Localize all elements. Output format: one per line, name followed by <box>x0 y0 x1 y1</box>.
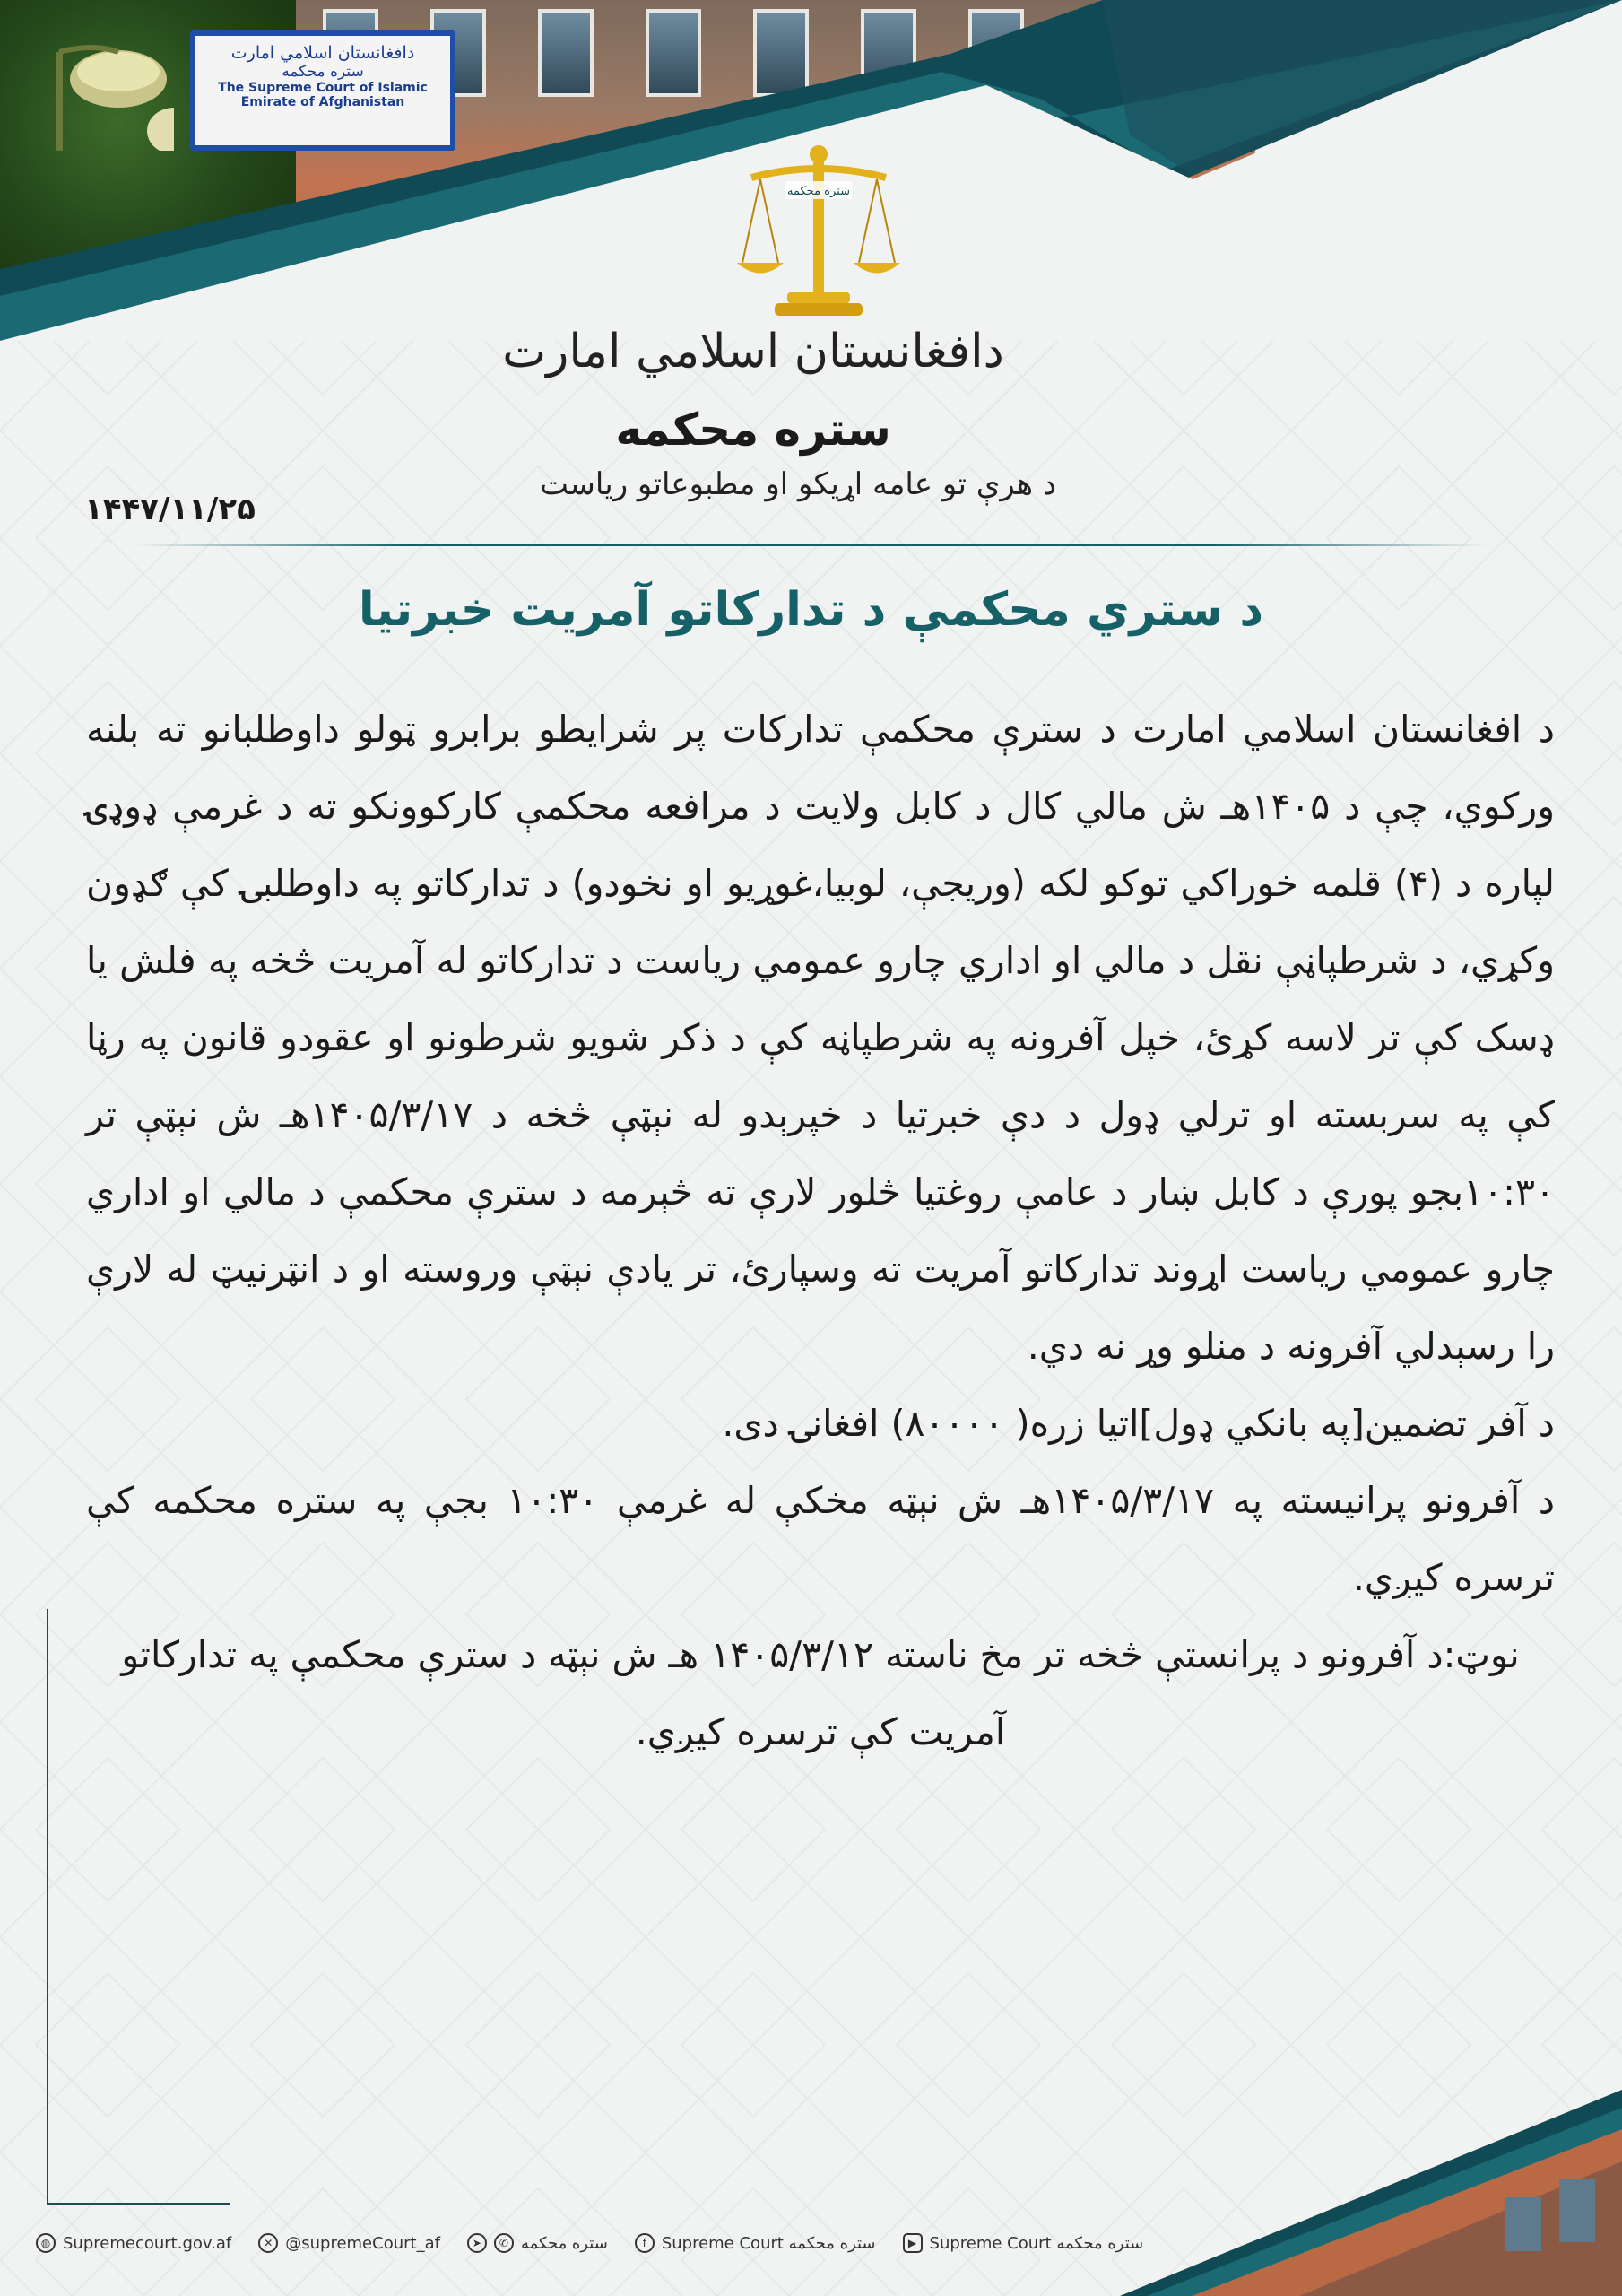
notice-headline: د ستري محکمې د تدارکاتو آمریت خبرتیا <box>358 583 1264 637</box>
emblem-text: ستره محکمه <box>787 185 850 198</box>
x-icon: ✕ <box>258 2233 278 2253</box>
body-note: نوټ:د آفرونو د پرانستې څخه تر مخ ناسته ۱۴۰۵/۳/۱۲ هـ ش نېټه د سترې محکمې په تدارکاتو آمريت کې ترسره کيږي. <box>121 1633 1520 1753</box>
court-sign <box>190 30 455 151</box>
department-title: د هرې تو عامه اړیکو او مطبوعاتو ریاست <box>540 466 1056 502</box>
telegram-icon: ➤ <box>467 2233 487 2253</box>
x-handle-label: @supremeCourt_af <box>285 2233 440 2253</box>
globe-icon: ◍ <box>36 2233 56 2253</box>
facebook-label: Supreme Court ستره محکمه <box>661 2233 876 2253</box>
footer-photo <box>1120 2090 1622 2296</box>
body-paragraph: د آفرونو پرانيسته په ۱۴۰۵/۳/۱۷هـ ش نېټه مخکې له غرمې ۱۰:۳۰ بجې په ستره محکمه کې ترسره کيږي. <box>86 1479 1556 1599</box>
document-date: ۱۴۴۷/۱۱/۲۵ <box>84 491 256 527</box>
notice-body <box>86 691 1555 1770</box>
sign-line-2: ستره محکمه <box>282 63 364 81</box>
sign-line-3: The Supreme Court of Islamic Emirate of Afghanistan <box>218 81 428 109</box>
footer-banner-shape <box>1120 2090 1622 2296</box>
body-paragraph: د آفر تضمين[په بانکي ډول]اتيا زره( ۸۰۰۰۰) افغانۍ دی. <box>722 1402 1555 1445</box>
footer-x[interactable] <box>258 2233 440 2253</box>
footer-telegram-whatsapp[interactable] <box>467 2233 608 2253</box>
footer-website[interactable] <box>36 2233 231 2253</box>
website-label: Supremecourt.gov.af <box>63 2233 232 2253</box>
court-title: ستره محکمه <box>615 404 891 456</box>
telegram-whatsapp-label: ستره محکمه <box>520 2233 608 2253</box>
footer-facebook[interactable] <box>635 2233 876 2253</box>
footer-youtube[interactable] <box>903 2233 1144 2253</box>
header-divider <box>134 544 1488 546</box>
side-rule <box>47 1609 48 2203</box>
sign-line-1: دافغانستان اسلامي امارت <box>230 43 415 63</box>
street-lamp-icon <box>39 16 174 151</box>
scales-of-justice-icon <box>733 142 904 321</box>
body-paragraph: د افغانستان اسلامي امارت د سترې محکمې تدارکات پر شرایطو برابرو ټولو داوطلبانو ته بلنه ورکوي، چې د ۱۴۰۵هـ ش مالي کال د کابل ولایت د مرافعه محکمې کارکوونکو ته د غرمې ډوډۍ لپاره د (۴) قلمه خوراکي توکو لکه (وريجې، لوبيا،غوړيو او نخودو) د تدارکاتو په داوطلبۍ کې ګډون وکړي، د شرطپاڼې نقل د مالي او اداري چارو عمومي رياست د تدارکاتو له آمريت څخه په فلش يا ډسک کې تر لاسه کړئ، خپل آفرونه په شرطپاڼه کې د ذکر شويو شرطونو او عقودو قانون په رڼا کې په سربسته او ترلي ډول د دې خبرتيا د خپرېدو له نېټې څخه د ۱۴۰۵/۳/۱۷هـ ش نېټې تر ۱۰:۳۰بجو پورې د کابل ښار د عامې روغتيا څلور لارې ته څېرمه د سترې محکمې د مالي او اداري چارو عمومي رياست اړوند تدارکاتو آمريت ته وسپارئ، تر يادې نېټې وروسته او د انټرنيټ له لارې را رسېدلي آفرونه د منلو وړ نه دي. <box>86 708 1555 1368</box>
youtube-label: Supreme Court ستره محکمه <box>929 2233 1144 2253</box>
social-footer <box>36 2230 1143 2257</box>
side-rule-bottom <box>47 2203 230 2205</box>
emirate-title: دافغانستان اسلامي امارت <box>502 325 1004 378</box>
facebook-icon: f <box>635 2233 655 2253</box>
youtube-icon: ▶ <box>903 2233 923 2253</box>
whatsapp-icon: ✆ <box>494 2233 514 2253</box>
